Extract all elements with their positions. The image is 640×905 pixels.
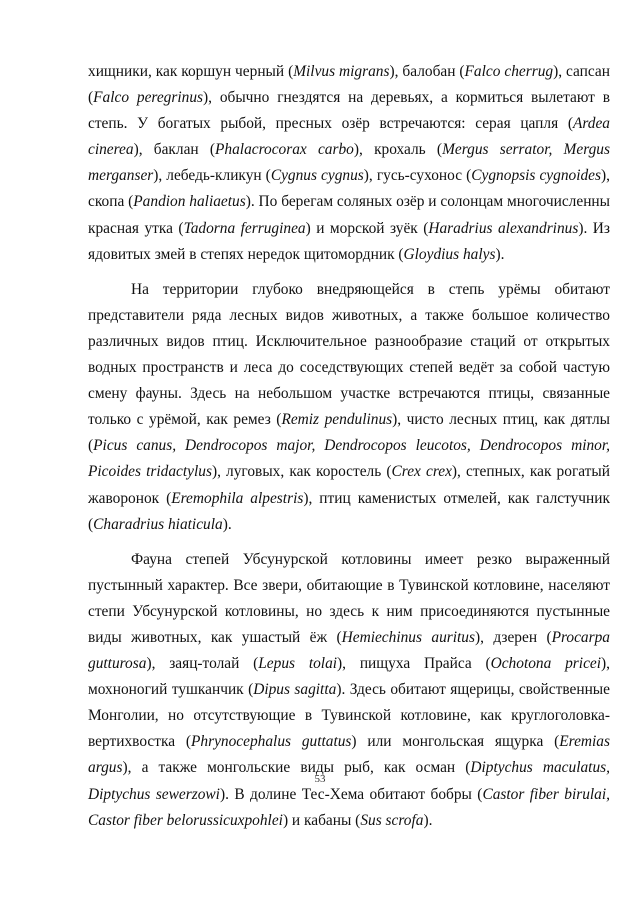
- text-run: ), лебедь-кликун (: [153, 167, 271, 185]
- text-run: ). Здесь обитают ящерицы, свойственные Монголии, но отсутствующие в Тувинской котловине, как круглоголовка-вертихвостка (: [88, 681, 610, 751]
- species-latin-name: Eremias argus: [88, 733, 610, 777]
- species-latin-name: Sus scrofa: [360, 811, 424, 829]
- species-latin-name: Mergus serrator, Mergus merganser: [88, 141, 610, 185]
- text-run: ), баклан (: [133, 141, 215, 159]
- paragraph-2: [88, 277, 610, 538]
- text-run: ). Из ядовитых змей в степях нередок щитомордник (: [88, 219, 610, 263]
- text-run: ).: [222, 515, 232, 533]
- species-latin-name: Hemiechinus auritus: [341, 628, 475, 646]
- text-run: ), сапсан (: [88, 63, 610, 107]
- text-run: ) и кабаны (: [282, 811, 361, 829]
- species-latin-name: Falco cherrug: [464, 63, 554, 80]
- text-run: ), степных, как рогатый жаворонок (: [88, 463, 610, 507]
- text-run: ), скопа (: [88, 167, 610, 211]
- text-run: ). В долине Тес-Хема обитают бобры (: [219, 785, 483, 803]
- species-latin-name: Procarpa gutturosa: [88, 628, 610, 673]
- species-latin-name: Falco peregrinus: [93, 89, 203, 107]
- text-run: хищники, как коршун черный (: [88, 63, 294, 80]
- text-run: ).: [423, 811, 433, 829]
- paragraph-1: [88, 59, 610, 268]
- text-run: ), пищуха Прайса (: [337, 655, 491, 673]
- species-latin-name: Ardea cinerea: [88, 115, 610, 159]
- species-latin-name: Charadrius hiaticula: [93, 515, 223, 533]
- species-latin-name: Lepus tolai: [258, 655, 338, 673]
- text-run: На территории глубоко внедряющейся в степь урёмы обитают представители ряда лесных видов животных, а также большое количество различных видов птиц. Исключительное разнообразие стаций от открытых водных пространств и леса до соседствующих степей ведёт за собой частую смену фауны. Здесь на небольшом участке встречаются птицы, связанные только с урёмой, как ремез (: [88, 280, 610, 429]
- paragraph-gap: [88, 538, 610, 547]
- text-run: ), птиц каменистых отмелей, как галстучник (: [88, 489, 610, 533]
- species-latin-name: Cygnopsis cygnoides: [471, 167, 601, 185]
- species-latin-name: Pandion haliaetus: [133, 193, 246, 211]
- text-run: ), мохноногий тушканчик (: [88, 655, 610, 699]
- text-run: ), заяц-толай (: [146, 655, 259, 673]
- paragraph-gap: [88, 268, 610, 277]
- species-latin-name: Ochotona pricei: [490, 655, 602, 673]
- text-run: ).: [495, 245, 505, 263]
- text-run: ), балобан (: [389, 63, 465, 80]
- text-run: ), крохаль (: [353, 141, 443, 159]
- species-latin-name: Haradrius alexandrinus: [428, 219, 579, 237]
- species-latin-name: Cygnus cygnus: [270, 167, 364, 185]
- body-text: [88, 59, 610, 834]
- text-run: ), чисто лесных птиц, как дятлы (: [88, 411, 610, 455]
- text-run: ). По берегам соляных озёр и солонцам многочисленны красная утка (: [88, 193, 611, 237]
- paragraph-3: [88, 547, 610, 834]
- species-latin-name: Phalacrocorax carbo: [215, 141, 354, 159]
- species-latin-name: Tadorna ferruginea: [183, 219, 306, 237]
- species-latin-name: Dipus sagitta: [253, 681, 337, 699]
- species-latin-name: Castor fiber birulai, Castor fiber belorussicuxpohlei: [88, 785, 610, 829]
- species-latin-name: Gloydius halys: [403, 245, 496, 263]
- species-latin-name: Eremophila alpestris: [171, 489, 304, 507]
- species-latin-name: Picus canus, Dendrocopos major, Dendrocopos leucotos, Dendrocopos minor, Picoides tridactylus: [88, 437, 610, 481]
- text-run: Фауна степей Убсунурской котловины имеет резко выраженный пустынный характер. Все звери, обитающие в Тувинской котловине, населяют степи Убсунурской котловины, но здесь к ним присоединяются пустынные виды животных, как ушастый ёж (: [88, 550, 610, 646]
- text-run: ), луговых, как коростель (: [211, 463, 392, 481]
- text-run: ) и морской зуёк (: [305, 219, 429, 237]
- species-latin-name: Phrynocephalus guttatus: [190, 733, 352, 751]
- text-run: ), дзерен (: [475, 628, 552, 646]
- page-number: 53: [314, 773, 326, 785]
- species-latin-name: Diptychus maculatus, Diptychus sewerzowi: [88, 759, 610, 803]
- text-run: ), а также монгольские виды рыб, как осман (: [122, 759, 471, 777]
- species-latin-name: Crex crex: [391, 463, 452, 481]
- species-latin-name: Milvus migrans: [293, 63, 390, 80]
- text-run: ), гусь-сухонос (: [363, 167, 472, 185]
- species-latin-name: Remiz pendulinus: [281, 411, 393, 429]
- text-run: ) или монгольская ящурка (: [351, 733, 560, 751]
- text-run: ), обычно гнездятся на деревьях, а кормиться вылетают в степь. У богатых рыбой, пресных озёр встречаются: серая цапля (: [88, 89, 610, 133]
